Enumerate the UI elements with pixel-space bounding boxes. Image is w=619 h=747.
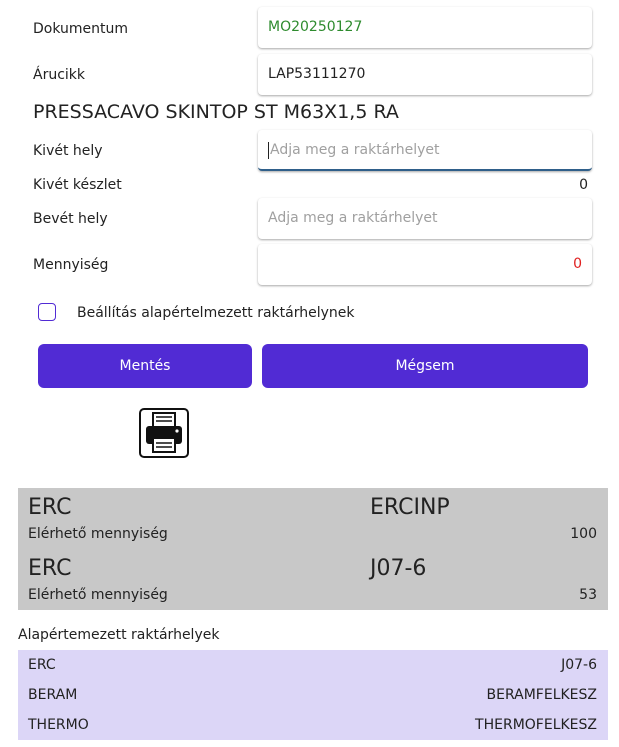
default-warehouse: BERAM <box>28 687 78 703</box>
defaults-title: Alapértemezett raktárhelyek <box>18 627 220 643</box>
cancel-button[interactable]: Mégsem <box>262 344 588 388</box>
dokumentum-label: Dokumentum <box>33 21 129 37</box>
print-button[interactable] <box>139 408 189 458</box>
mennyiseg-label: Mennyiség <box>33 257 109 273</box>
list-item[interactable] <box>28 657 597 677</box>
kivet-hely-input[interactable] <box>258 130 592 171</box>
defaults-list <box>18 650 608 740</box>
stock-list <box>18 488 608 610</box>
kivet-hely-label: Kivét hely <box>33 143 103 159</box>
default-location-checkbox[interactable] <box>38 303 56 321</box>
bevet-hely-input[interactable] <box>258 198 592 239</box>
default-warehouse: THERMO <box>28 717 89 733</box>
stock-location: ERCINP <box>370 495 450 520</box>
stock-qty-label: Elérhető mennyiség <box>28 526 168 542</box>
list-item[interactable] <box>18 549 608 610</box>
stock-qty: 53 <box>579 587 597 603</box>
arucikk-label: Árucikk <box>33 67 86 83</box>
checkbox-label: Beállítás alapértelmezett raktárhelynek <box>77 305 355 321</box>
bevet-hely-label: Bevét hely <box>33 211 108 227</box>
list-item[interactable] <box>28 687 597 707</box>
kivet-keszlet-value: 0 <box>579 177 588 193</box>
mennyiseg-input[interactable]: 0 <box>258 244 592 285</box>
stock-warehouse: ERC <box>28 495 72 520</box>
kivet-keszlet-label: Kivét készlet <box>33 177 122 193</box>
default-location: BERAMFELKESZ <box>486 687 597 703</box>
stock-warehouse: ERC <box>28 556 72 581</box>
printer-icon <box>139 408 189 458</box>
dokumentum-field[interactable]: MO20250127 <box>258 7 592 48</box>
arucikk-field[interactable]: LAP53111270 <box>258 54 592 95</box>
default-location: THERMOFELKESZ <box>475 717 597 733</box>
text-caret <box>268 142 269 159</box>
product-name: PRESSACAVO SKINTOP ST M63X1,5 RA <box>33 101 399 123</box>
list-item[interactable] <box>18 488 608 549</box>
stock-location: J07-6 <box>370 556 427 581</box>
default-location: J07-6 <box>561 657 597 673</box>
default-warehouse: ERC <box>28 657 56 673</box>
kivet-hely-placeholder: Adja meg a raktárhelyet <box>270 142 440 158</box>
stock-qty-label: Elérhető mennyiség <box>28 587 168 603</box>
save-button[interactable]: Mentés <box>38 344 252 388</box>
list-item[interactable] <box>28 717 597 737</box>
bevet-hely-placeholder: Adja meg a raktárhelyet <box>268 210 438 226</box>
stock-qty: 100 <box>570 526 597 542</box>
